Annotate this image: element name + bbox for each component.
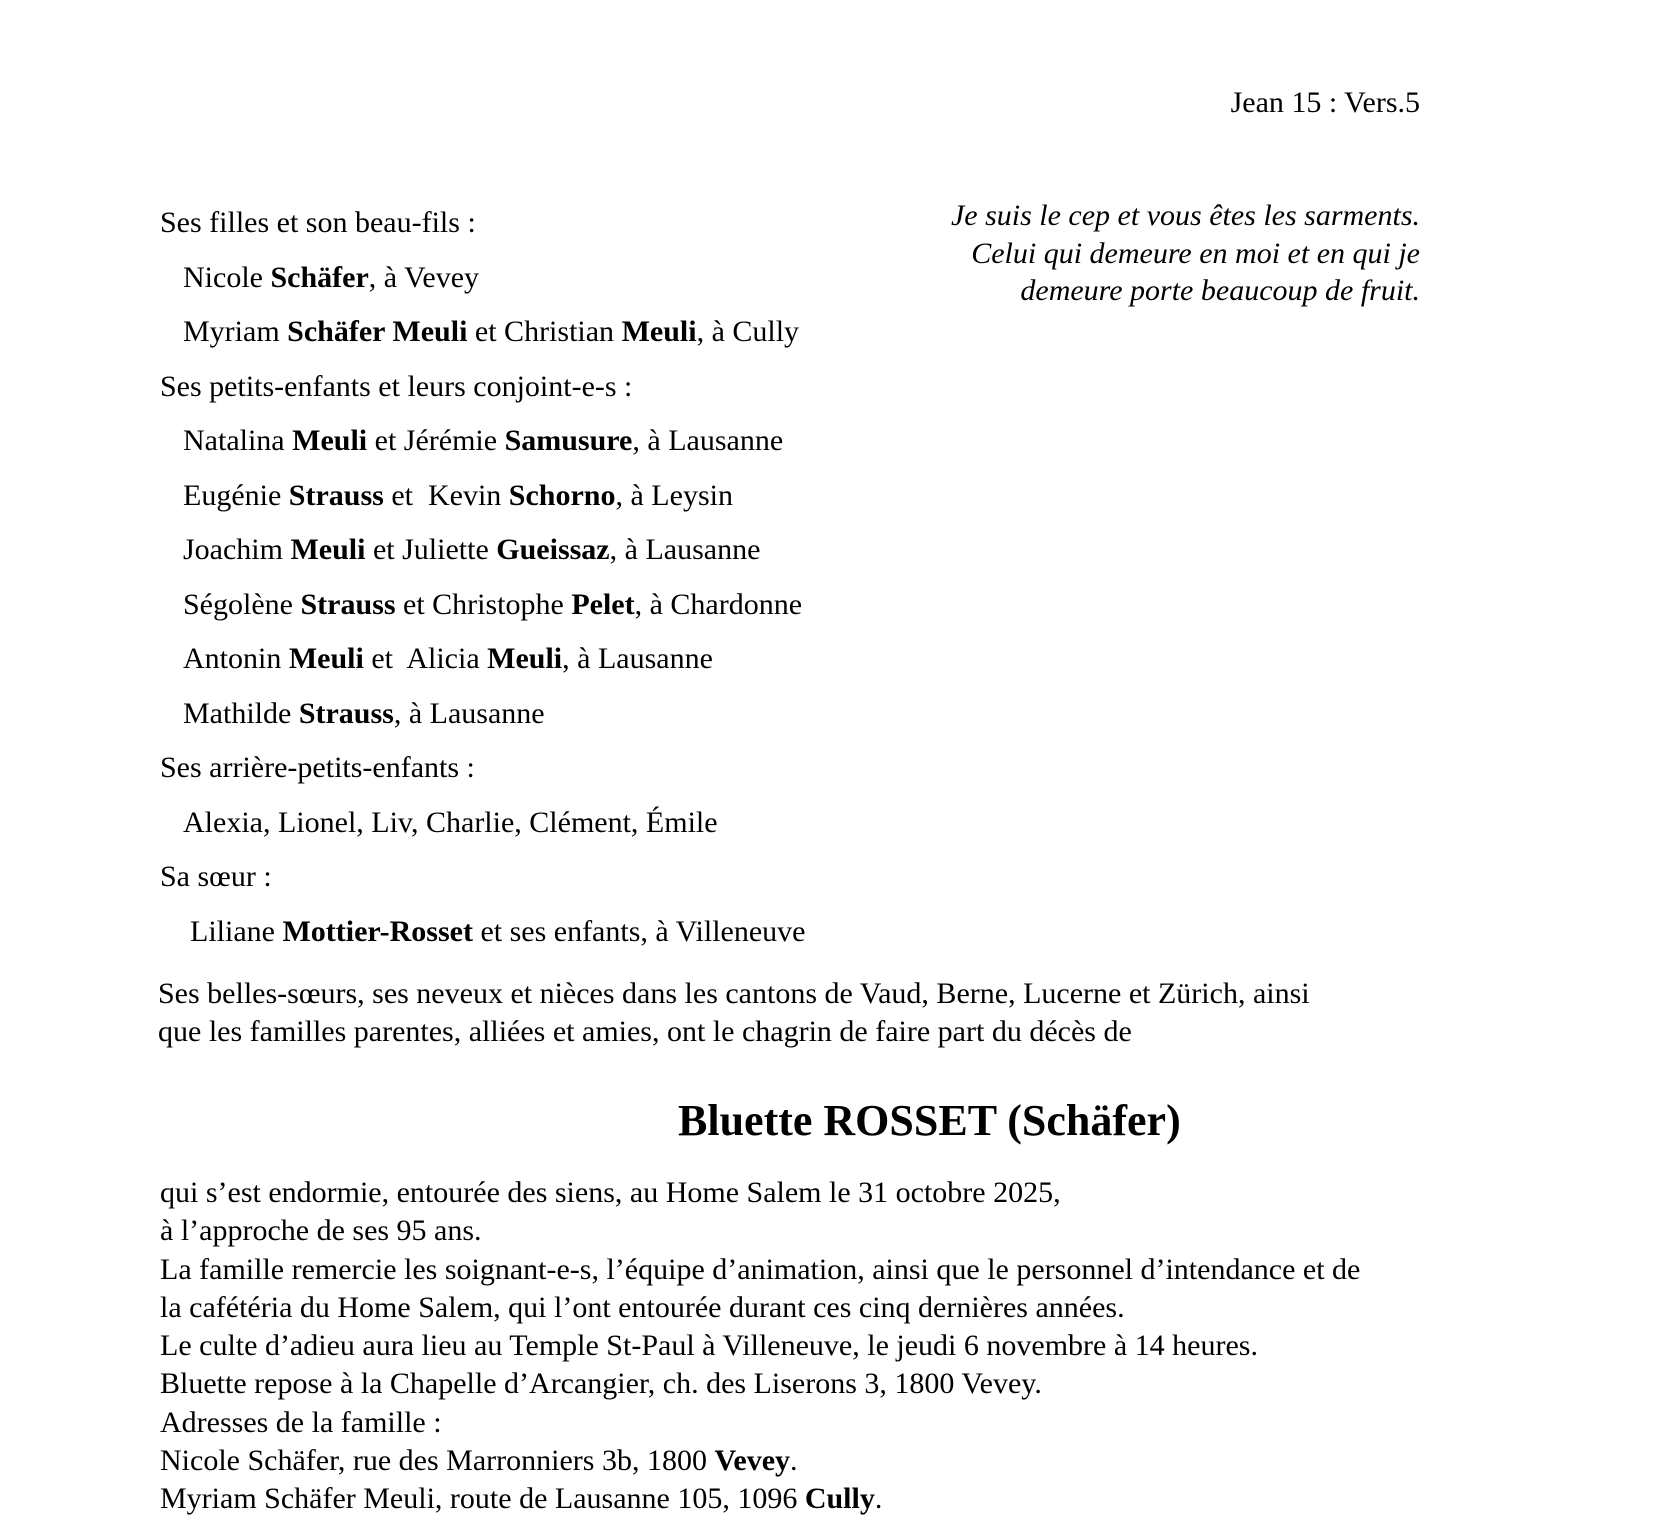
text-segment: , à Leysin: [615, 478, 733, 512]
text-segment: Antonin: [183, 642, 289, 675]
text-segment: Adresses de la famille :: [160, 1405, 442, 1439]
text-segment: Natalina: [183, 424, 293, 457]
family-section: [0, 196, 1654, 360]
name-bold-segment: Strauss: [288, 478, 384, 512]
family-entry: [0, 632, 1654, 687]
text-segment: qui s’est endormie, entourée des siens, au Home Salem le 31 octobre 2025,: [160, 1176, 1061, 1209]
detail-line: [160, 1327, 1554, 1365]
scripture-reference: Jean 15 : Vers.5: [1230, 86, 1420, 120]
text-segment: Nicole Schäfer, rue des Marronniers 3b, 1800: [160, 1444, 715, 1478]
name-bold-segment: Meuli: [288, 642, 364, 675]
detail-line: [160, 1365, 1554, 1403]
name-bold-segment: Schäfer: [270, 260, 369, 294]
family-entry: [0, 687, 1654, 742]
family-entry: [0, 469, 1654, 524]
announcement-line: Ses belles-sœurs, ses neveux et nièces dans les cantons de Vaud, Berne, Lucerne et Zürich, ainsi: [158, 977, 1310, 1010]
family-section: [0, 360, 1654, 742]
family-entry: [0, 251, 1654, 306]
family-section-label: Ses arrière-petits-enfants :: [160, 751, 475, 784]
name-bold-segment: Schäfer Meuli: [287, 315, 468, 348]
name-bold-segment: Meuli: [290, 533, 366, 566]
family-section: [0, 850, 1654, 959]
text-segment: à l’approche de ses 95 ans.: [160, 1214, 482, 1248]
name-bold-segment: Samusure: [504, 424, 633, 457]
text-segment: Ségolène: [183, 587, 301, 621]
text-segment: , à Lausanne: [609, 533, 761, 566]
family-entry: [0, 305, 1654, 360]
name-bold-segment: Mottier-Rosset: [282, 914, 473, 948]
text-segment: , à Lausanne: [393, 696, 545, 730]
name-bold-segment: Strauss: [300, 587, 396, 621]
text-segment: et Jérémie: [367, 424, 505, 457]
details-block: [160, 1174, 1554, 1519]
text-segment: Alexia, Lionel, Liv, Charlie, Clément, Émile: [183, 805, 718, 839]
text-segment: , à Cully: [696, 315, 800, 348]
family-section: [0, 741, 1654, 850]
family-section-label: Ses filles et son beau-fils :: [160, 206, 476, 239]
family-section-label: Sa sœur :: [160, 860, 272, 893]
text-segment: Liliane: [190, 914, 283, 948]
scripture-quote-line: Je suis le cep et vous êtes les sarments.: [950, 198, 1420, 232]
text-segment: , à Vevey: [368, 260, 480, 294]
family-entry: [0, 905, 1654, 960]
name-bold-segment: Gueissaz: [496, 533, 610, 566]
text-segment: Myriam: [183, 315, 288, 348]
deceased-name-title: Bluette ROSSET (Schäfer): [678, 1096, 1181, 1145]
name-bold-segment: Schorno: [508, 478, 616, 512]
scripture-quote-line: demeure porte beaucoup de fruit.: [1020, 274, 1420, 308]
family-entry: [0, 796, 1654, 851]
text-segment: et Christian: [467, 315, 622, 348]
family-entry: [0, 414, 1654, 469]
text-segment: , à Lausanne: [632, 424, 784, 457]
text-segment: Nicole: [183, 260, 271, 294]
name-bold-segment: Cully: [804, 1482, 875, 1516]
text-segment: et ses enfants, à Villeneuve: [472, 914, 806, 948]
text-segment: et Alicia: [363, 642, 488, 675]
text-segment: , à Chardonne: [634, 587, 803, 621]
scripture-quote-line: Celui qui demeure en moi et en qui je: [971, 236, 1420, 270]
text-segment: .: [874, 1482, 883, 1516]
announcement-paragraph: [158, 975, 1534, 1050]
detail-line: [160, 1289, 1554, 1327]
detail-line: [160, 1404, 1554, 1442]
text-segment: Bluette repose à la Chapelle d’Arcangier, ch. des Liserons 3, 1800 Vevey.: [160, 1367, 1042, 1401]
detail-line: [160, 1442, 1554, 1480]
text-segment: et Juliette: [365, 533, 497, 566]
name-bold-segment: Vevey: [714, 1444, 791, 1478]
text-segment: et Christophe: [395, 587, 572, 621]
text-segment: Mathilde: [183, 696, 299, 730]
text-segment: .: [790, 1444, 798, 1478]
text-segment: la cafétéria du Home Salem, qui l’ont entourée durant ces cinq dernières années.: [160, 1290, 1125, 1324]
text-segment: Le culte d’adieu aura lieu au Temple St-Paul à Villeneuve, le jeudi 6 novembre à 14 heures.: [160, 1329, 1258, 1363]
detail-line: [160, 1251, 1554, 1289]
detail-line: [160, 1480, 1554, 1518]
text-segment: , à Lausanne: [562, 642, 713, 675]
family-entry: [0, 578, 1654, 633]
announcement-line: que les familles parentes, alliées et amies, ont le chagrin de faire part du décès de: [158, 1014, 1132, 1048]
text-segment: Myriam Schäfer Meuli, route de Lausanne 105, 1096: [160, 1482, 805, 1516]
name-bold-segment: Meuli: [621, 315, 697, 348]
family-list: [0, 196, 1654, 959]
family-section-label: Ses petits-enfants et leurs conjoint-e-s :: [160, 369, 633, 403]
name-bold-segment: Strauss: [298, 696, 394, 730]
detail-line: [160, 1174, 1554, 1212]
detail-line: [160, 1212, 1554, 1250]
family-entry: [0, 523, 1654, 578]
text-segment: et Kevin: [383, 478, 509, 512]
name-bold-segment: Meuli: [487, 642, 563, 675]
text-segment: Eugénie: [183, 478, 289, 512]
name-bold-segment: Pelet: [571, 587, 635, 621]
name-bold-segment: Meuli: [292, 424, 368, 457]
text-segment: Joachim: [183, 533, 291, 566]
text-segment: La famille remercie les soignant-e-s, l’équipe d’animation, ainsi que le personnel d’intendance et de: [160, 1252, 1361, 1286]
